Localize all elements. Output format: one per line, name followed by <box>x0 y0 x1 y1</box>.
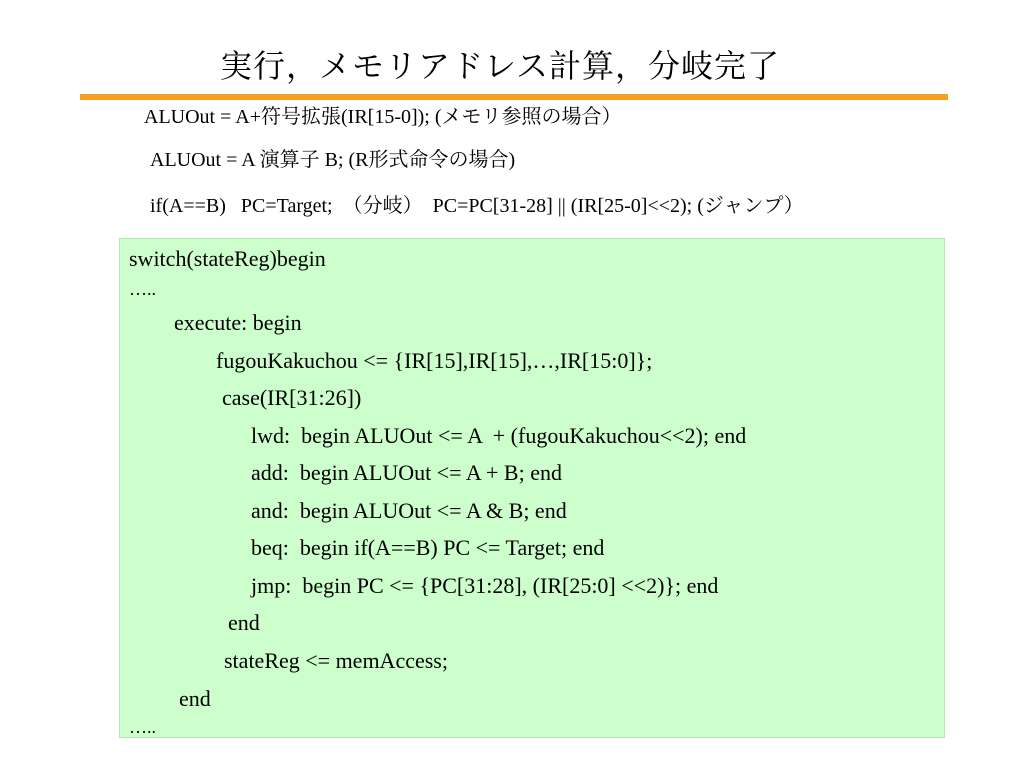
code-line-switch: switch(stateReg)begin <box>129 246 326 271</box>
code-line-execute: execute: begin <box>174 310 302 335</box>
code-block <box>119 238 945 738</box>
code-line-end-execute: end <box>179 686 211 711</box>
code-line-add: add: begin ALUOut <= A + B; end <box>251 460 562 485</box>
code-line-fugou: fugouKakuchou <= {IR[15],IR[15],…,IR[15:0]}; <box>216 348 653 373</box>
code-line-case: case(IR[31:26]) <box>222 385 362 410</box>
code-line-lwd: lwd: begin ALUOut <= A + (fugouKakuchou<<2); end <box>251 423 747 448</box>
code-line-ellipsis-top: ….. <box>129 279 156 299</box>
code-line-statereg: stateReg <= memAccess; <box>224 648 448 673</box>
desc-memory-ref: ALUOut = A+符号拡張(IR[15-0]); (メモリ参照の場合） <box>144 106 622 128</box>
desc-r-format: ALUOut = A 演算子 B; (R形式命令の場合) <box>150 149 516 171</box>
slide-title: 実行，メモリアドレス計算，分岐完了 <box>219 47 781 85</box>
code-line-beq: beq: begin if(A==B) PC <= Target; end <box>251 535 605 560</box>
code-line-end-case: end <box>228 610 260 635</box>
code-line-jmp: jmp: begin PC <= {PC[31:28], (IR[25:0] <<2)}; end <box>251 573 719 598</box>
code-line-ellipsis-bottom: ….. <box>129 717 156 737</box>
desc-branch-jump: if(A==B) PC=Target; （分岐） PC=PC[31-28] || (IR[25-0]<<2); (ジャンプ） <box>150 195 804 217</box>
code-line-and: and: begin ALUOut <= A & B; end <box>251 498 567 523</box>
title-underline <box>80 94 948 100</box>
